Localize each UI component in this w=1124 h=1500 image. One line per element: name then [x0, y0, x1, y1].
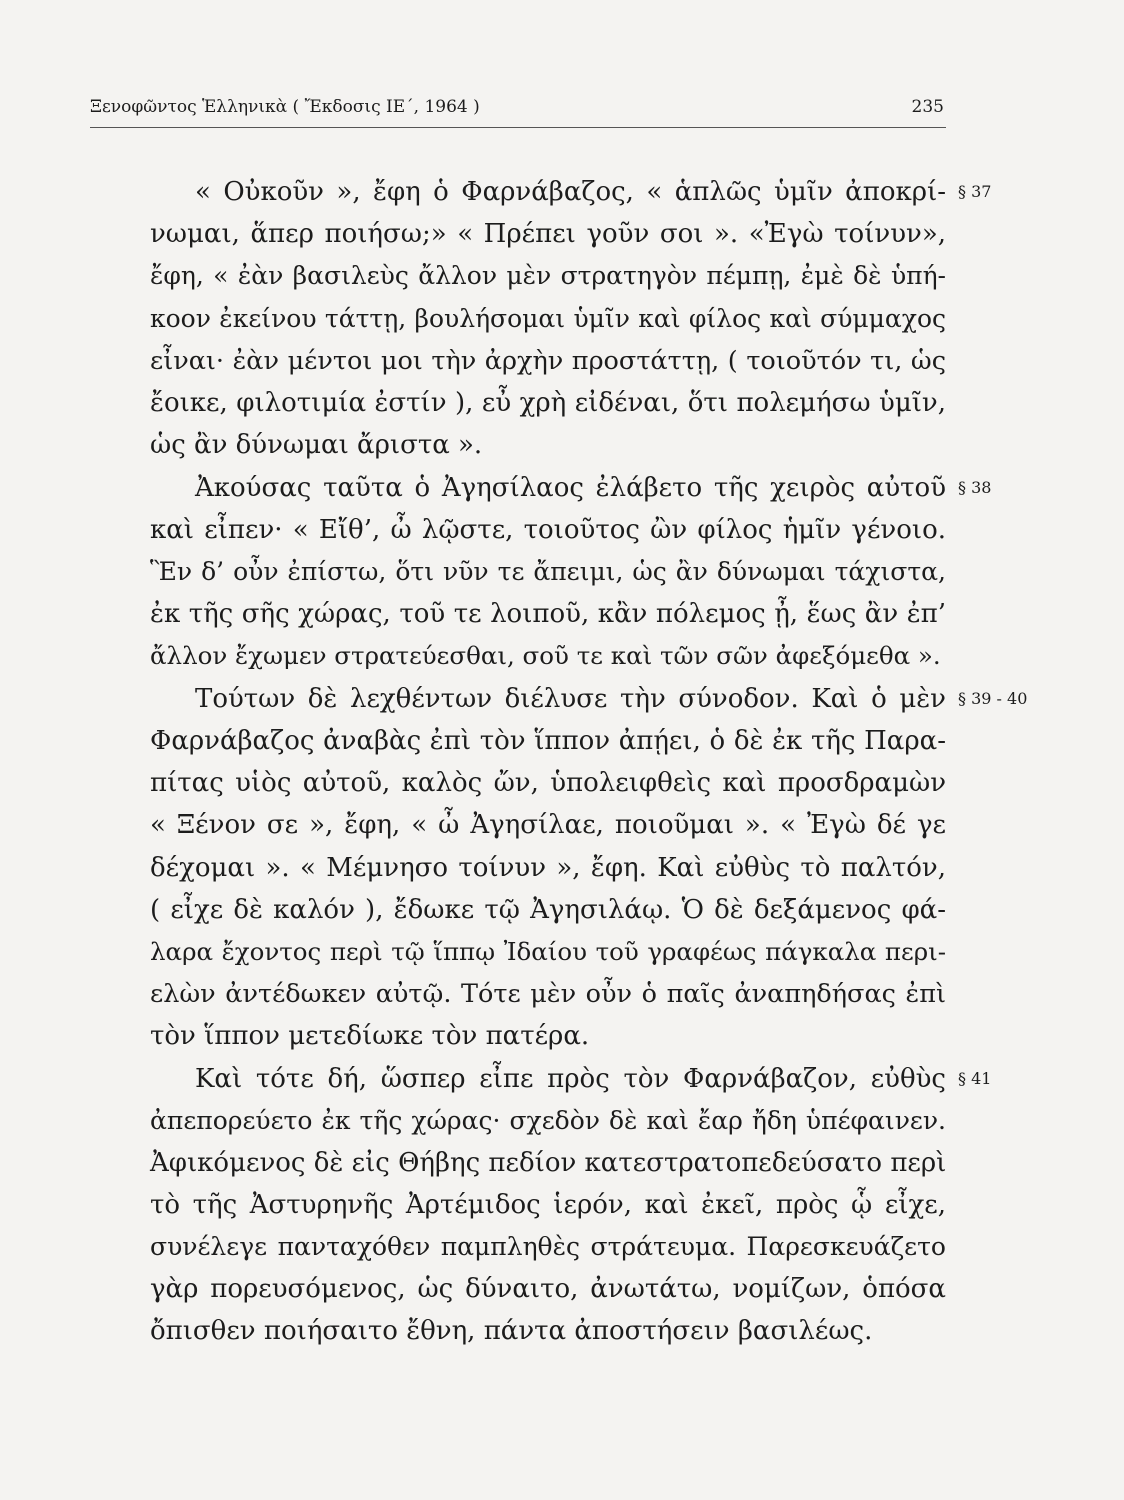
text-line: λαρα ἔχοντος περὶ τῷ ἵππῳ Ἰδαίου τοῦ γραφέως πάγκαλα περι-: [150, 937, 946, 966]
text-line: δέχομαι ». « Μέμνησο τοίνυν », ἔφη. Καὶ εὐθὺς τὸ παλτόν,: [150, 853, 946, 883]
section-marker: § 38: [958, 478, 992, 497]
section-marker: § 37: [958, 182, 992, 201]
text-line: πίτας υἱὸς αὐτοῦ, καλὸς ὤν, ὑπολειφθεὶς καὶ προσδραμὼν: [150, 768, 946, 798]
text-line: καὶ εἶπεν· « Εἴθ’, ὦ λῷστε, τοιοῦτος ὢν φίλος ἡμῖν γένοιο.: [150, 515, 946, 545]
section-marker: § 41: [958, 1069, 992, 1088]
text-line: ἄλλον ἔχωμεν στρατεύεσθαι, σοῦ τε καὶ τῶν σῶν ἀφεξόμεθα ».: [150, 641, 941, 670]
running-title: Ξενοφῶντος Ἑλληνικὰ ( Ἔκδοσις ΙΕ΄, 1964 ): [90, 97, 480, 117]
text-line: Τούτων δὲ λεχθέντων διέλυσε τὴν σύνοδον. Καὶ ὁ μὲν: [195, 684, 946, 714]
text-line: κοον ἐκείνου τάττῃ, βουλήσομαι ὑμῖν καὶ φίλος καὶ σύμμαχος: [150, 304, 946, 333]
text-line: τὸν ἵππον μετεδίωκε τὸν πατέρα.: [150, 1021, 590, 1051]
text-line: Ἀκούσας ταῦτα ὁ Ἀγησίλαος ἐλάβετο τῆς χειρὸς αὐτοῦ: [195, 473, 946, 503]
section-marker: § 39 - 40: [958, 689, 1028, 708]
text-line: ( εἶχε δὲ καλόν ), ἔδωκε τῷ Ἀγησιλάῳ. Ὁ δὲ δεξάμενος φά-: [150, 895, 946, 925]
text-line: Ἓν δ’ οὖν ἐπίστω, ὅτι νῦν τε ἄπειμι, ὡς ἂν δύνωμαι τάχιστα,: [150, 557, 946, 586]
text-line: ἔοικε, φιλοτιμία ἐστίν ), εὖ χρὴ εἰδέναι, ὅτι πολεμήσω ὑμῖν,: [150, 388, 946, 418]
text-line: νωμαι, ἅπερ ποιήσω;» « Πρέπει γοῦν σοι ». «Ἐγὼ τοίνυν»,: [150, 219, 946, 249]
text-line: εἶναι· ἐὰν μέντοι μοι τὴν ἀρχὴν προστάττῃ, ( τοιοῦτόν τι, ὡς: [150, 346, 946, 376]
text-line: Φαρνάβαζος ἀναβὰς ἐπὶ τὸν ἵππον ἀπῄει, ὁ δὲ ἐκ τῆς Παρα-: [150, 726, 946, 756]
text-line: ὄπισθεν ποιήσαιτο ἔθνη, πάντα ἀποστήσειν βασιλέως.: [150, 1316, 873, 1346]
text-line: ὡς ἂν δύνωμαι ἄριστα ».: [150, 430, 483, 460]
text-line: ἔφη, « ἐὰν βασιλεὺς ἄλλον μὲν στρατηγὸν πέμπῃ, ἐμὲ δὲ ὑπή-: [150, 261, 946, 290]
text-line: τὸ τῆς Ἀστυρηνῆς Ἀρτέμιδος ἱερόν, καὶ ἐκεῖ, πρὸς ᾧ εἶχε,: [150, 1190, 946, 1220]
text-line: « Οὐκοῦν », ἔφη ὁ Φαρνάβαζος, « ἁπλῶς ὑμῖν ἀποκρί-: [195, 177, 946, 207]
page-header: [90, 97, 946, 128]
text-line: Ἀφικόμενος δὲ εἰς Θήβης πεδίον κατεστρατοπεδεύσατο περὶ: [150, 1148, 947, 1178]
page-number: 235: [911, 97, 944, 117]
text-line: « Ξένον σε », ἔφη, « ὦ Ἀγησίλαε, ποιοῦμαι ». « Ἐγὼ δέ γε: [150, 810, 946, 840]
text-line: γὰρ πορευσόμενος, ὡς δύναιτο, ἀνωτάτω, νομίζων, ὁπόσα: [150, 1274, 946, 1304]
text-line: ἀπεπορεύετο ἐκ τῆς χώρας· σχεδὸν δὲ καὶ ἔαρ ἤδη ὑπέφαινεν.: [150, 1106, 946, 1135]
text-line: ελὼν ἀντέδωκεν αὐτῷ. Τότε μὲν οὖν ὁ παῖς ἀναπηδήσας ἐπὶ: [150, 979, 946, 1009]
text-line: συνέλεγε πανταχόθεν παμπληθὲς στράτευμα. Παρεσκευάζετο: [150, 1232, 946, 1261]
text-line: ἐκ τῆς σῆς χώρας, τοῦ τε λοιποῦ, κἂν πόλεμος ᾖ, ἕως ἂν ἐπ’: [150, 599, 946, 629]
text-line: Καὶ τότε δή, ὥσπερ εἶπε πρὸς τὸν Φαρνάβαζον, εὐθὺς: [195, 1064, 946, 1094]
